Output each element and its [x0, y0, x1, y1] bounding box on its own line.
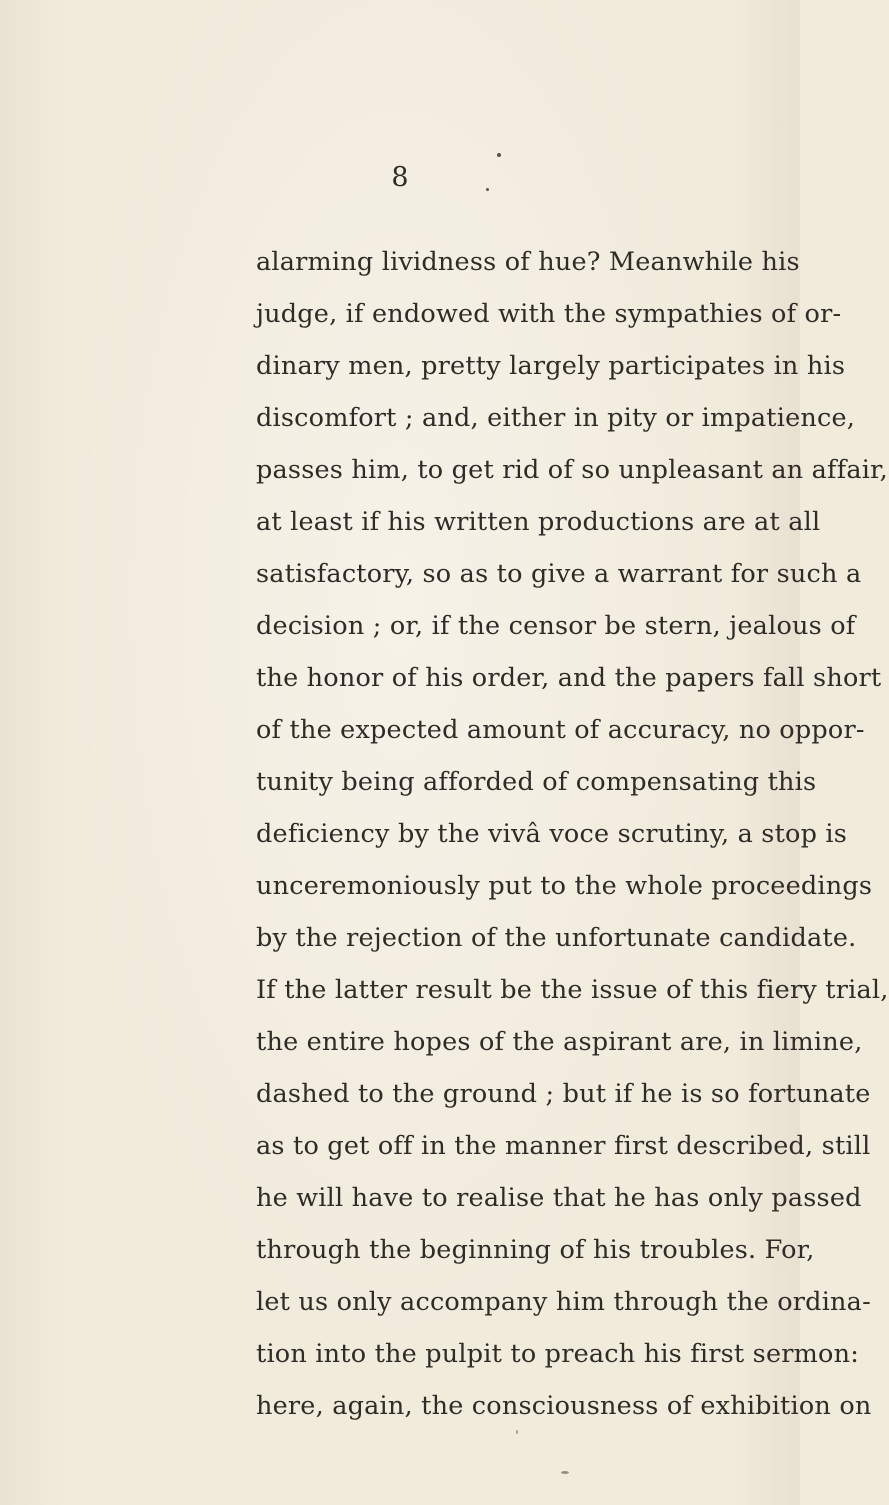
text-line: satisfactory, so as to give a warrant for such a — [256, 559, 862, 589]
paper-speck — [486, 188, 489, 191]
text-line: he will have to realise that he has only passed — [256, 1183, 862, 1213]
text-line: the entire hopes of the aspirant are, in limine, — [256, 1027, 863, 1057]
text-line: tion into the pulpit to preach his first sermon: — [256, 1339, 859, 1369]
text-line: by the rejection of the unfortunate candidate. — [256, 923, 857, 953]
paper-speck — [497, 153, 501, 157]
text-line: let us only accompany him through the ordina- — [256, 1287, 871, 1317]
text-line: deficiency by the vivâ voce scrutiny, a stop is — [256, 819, 848, 849]
paper-speck — [516, 1430, 518, 1434]
text-line: here, again, the consciousness of exhibition on — [256, 1391, 872, 1421]
text-line: If the latter result be the issue of this fiery trial, — [256, 975, 889, 1005]
text-line: tunity being afforded of compensating this — [256, 767, 817, 797]
text-line: judge, if endowed with the sympathies of or- — [256, 299, 842, 329]
page-number: 8 — [391, 162, 409, 193]
text-line: discomfort ; and, either in pity or impatience, — [256, 403, 856, 433]
text-line: as to get off in the manner first described, still — [256, 1131, 871, 1161]
text-line: at least if his written productions are at all — [256, 507, 821, 537]
text-line: alarming lividness of hue? Meanwhile his — [256, 247, 800, 277]
body-text — [256, 236, 889, 1432]
text-line: through the beginning of his troubles. For, — [256, 1235, 815, 1265]
text-line: passes him, to get rid of so unpleasant an affair, — [256, 455, 888, 485]
text-line: unceremoniously put to the whole proceedings — [256, 871, 873, 901]
text-line: dashed to the ground ; but if he is so fortunate — [256, 1079, 871, 1109]
paper-speck — [561, 1471, 569, 1474]
text-line: the honor of his order, and the papers fall short — [256, 663, 882, 693]
text-line: decision ; or, if the censor be stern, jealous of — [256, 611, 856, 641]
text-line: dinary men, pretty largely participates in his — [256, 351, 846, 381]
text-line: of the expected amount of accuracy, no oppor- — [256, 715, 865, 745]
